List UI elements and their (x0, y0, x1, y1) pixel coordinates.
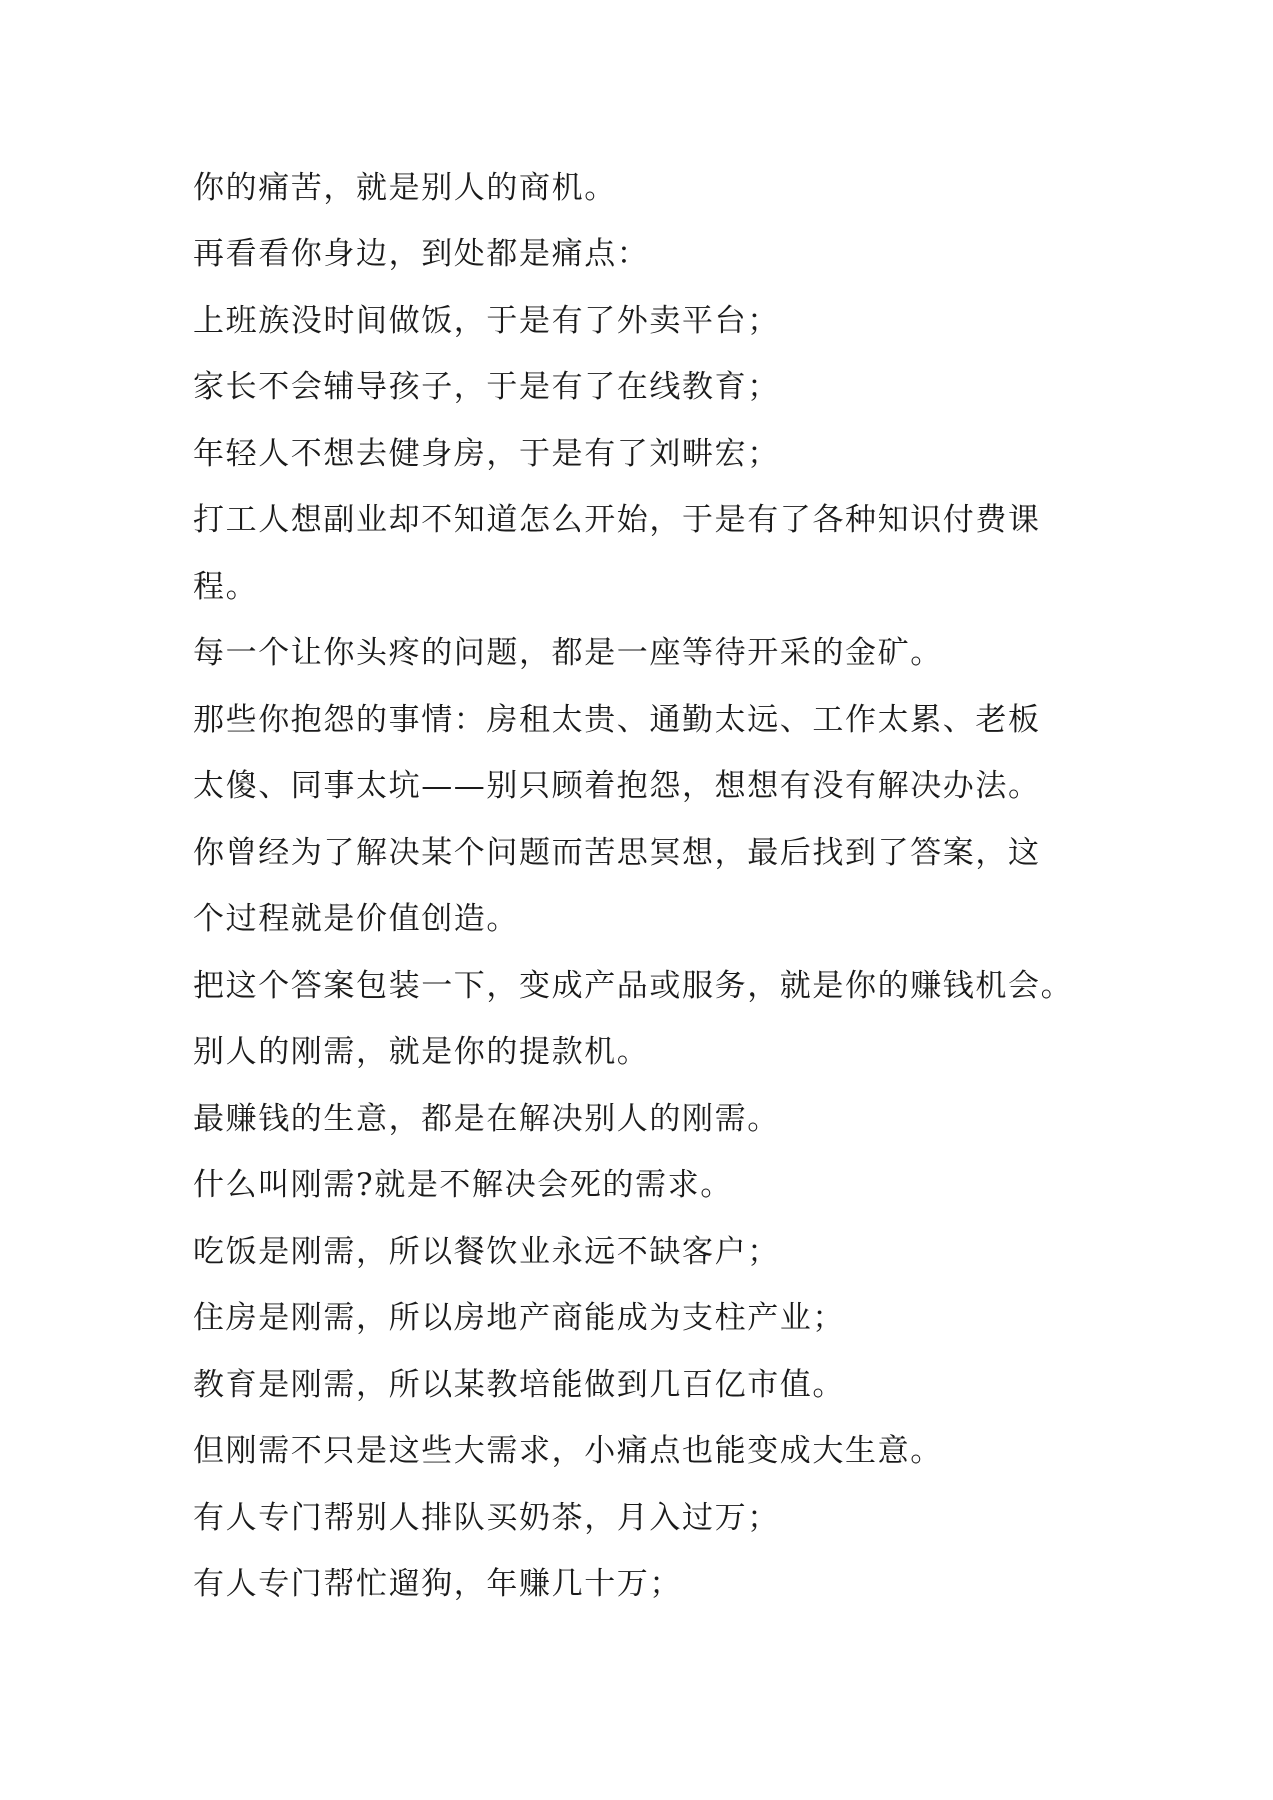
paragraph-line: 把这个答案包装一下，变成产品或服务，就是你的赚钱机会。 (193, 968, 1074, 1004)
paragraph-line: 有人专门帮忙遛狗，年赚几十万； (193, 1566, 682, 1602)
paragraph-line: 个过程就是价值创造。 (193, 901, 519, 937)
paragraph-line: 有人专门帮别人排队买奶茶，月入过万； (193, 1500, 780, 1536)
paragraph-line: 但刚需不只是这些大需求，小痛点也能变成大生意。 (193, 1433, 943, 1469)
paragraph-line: 什么叫刚需?就是不解决会死的需求。 (193, 1167, 733, 1203)
paragraph-line: 教育是刚需，所以某教培能做到几百亿市值。 (193, 1367, 845, 1403)
paragraph-line: 再看看你身边，到处都是痛点： (193, 236, 650, 272)
paragraph-line: 打工人想副业却不知道怎么开始，于是有了各种知识付费课 (193, 502, 1041, 538)
paragraph-line: 那些你抱怨的事情：房租太贵、通勤太远、工作太累、老板 (193, 702, 1041, 738)
paragraph-line: 每一个让你头疼的问题，都是一座等待开采的金矿。 (193, 635, 943, 671)
paragraph-line: 年轻人不想去健身房，于是有了刘畊宏； (193, 436, 780, 472)
paragraph-line: 家长不会辅导孩子，于是有了在线教育； (193, 369, 780, 405)
paragraph-line: 太傻、同事太坑——别只顾着抱怨，想想有没有解决办法。 (193, 768, 1041, 804)
paragraph-line: 你曾经为了解决某个问题而苦思冥想，最后找到了答案，这 (193, 835, 1041, 871)
paragraph-line: 别人的刚需，就是你的提款机。 (193, 1034, 650, 1070)
paragraph-line: 最赚钱的生意，都是在解决别人的刚需。 (193, 1101, 780, 1137)
paragraph-line: 吃饭是刚需，所以餐饮业永远不缺客户； (193, 1234, 780, 1270)
paragraph-line: 你的痛苦，就是别人的商机。 (193, 170, 617, 206)
paragraph-line: 上班族没时间做饭，于是有了外卖平台； (193, 303, 780, 339)
paragraph-line: 住房是刚需，所以房地产商能成为支柱产业； (193, 1300, 845, 1336)
paragraph-line: 程。 (193, 569, 259, 605)
